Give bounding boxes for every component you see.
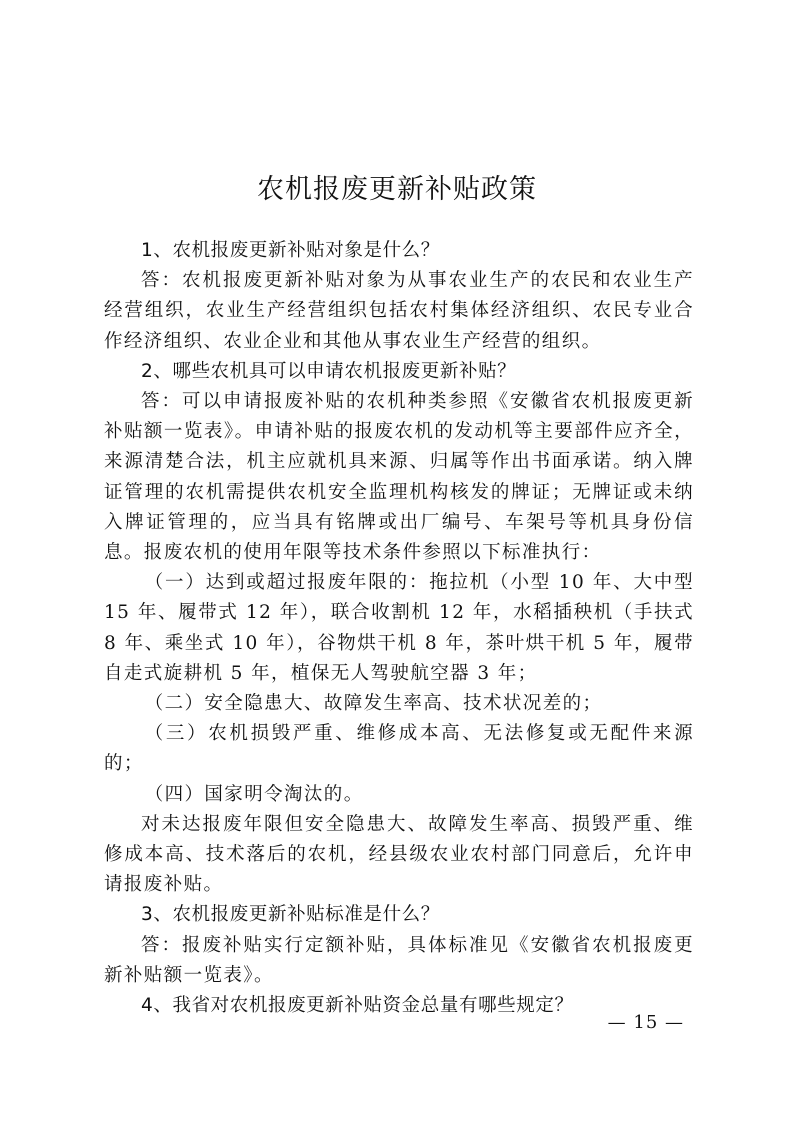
answer-1: 答：农机报废更新补贴对象为从事农业生产的农民和农业生产经营组织，农业生产经营组织包括农村集体经济组织、农民专业合作经济组织、农业企业和其他从事农业生产经营的组织。 [104, 270, 694, 352]
exception-paragraph: 对未达报废年限但安全隐患大、故障发生率高、损毁严重、维修成本高、技术落后的农机，经县级农业农村部门同意后，允许申请报废补贴。 [104, 813, 694, 896]
condition-1: （一）达到或超过报废年限的：拖拉机（小型 10 年、大中型 15 年、履带式 12 年），联合收割机 12 年，水稻插秧机（手扶式 8 年、乘坐式 10 年），谷物烘干机 8 年，茶叶烘干机 5 年，履带自走式旋耕机 5 年，植保无人驾驶航空器 3 年； [104, 572, 694, 684]
condition-3: （三）农机损毁严重、维修成本高、无法修复或无配件来源的； [104, 723, 694, 775]
page-number: — 15 — [607, 1012, 684, 1033]
answer-3: 答：报废补贴实行定额补贴，具体标准见《安徽省农机报废更新补贴额一览表》。 [104, 934, 694, 986]
question-3: 3、农机报废更新补贴标准是什么？ [141, 904, 440, 926]
page-title: 农机报废更新补贴政策 [257, 174, 537, 205]
question-4: 4、我省对农机报废更新补贴资金总量有哪些规定？ [141, 995, 574, 1017]
document-body [104, 236, 694, 1021]
condition-2: （二）安全隐患大、故障发生率高、技术状况差的； [144, 693, 603, 715]
question-2: 2、哪些农机具可以申请农机报废更新补贴？ [141, 360, 517, 382]
answer-2: 答：可以申请报废补贴的农机种类参照《安徽省农机报废更新补贴额一览表》。申请补贴的报废农机的发动机等主要部件应齐全，来源清楚合法，机主应就机具来源、归属等作出书面承诺。纳入牌证管理的农机需提供农机安全监理机构核发的牌证；无牌证或未纳入牌证管理的，应当具有铭牌或出厂编号、车架号等机具身份信息。报废农机的使用年限等技术条件参照以下标准执行： [104, 391, 694, 564]
question-1: 1、农机报废更新补贴对象是什么？ [141, 240, 440, 261]
condition-4: （四）国家明令淘汰的。 [144, 783, 364, 805]
